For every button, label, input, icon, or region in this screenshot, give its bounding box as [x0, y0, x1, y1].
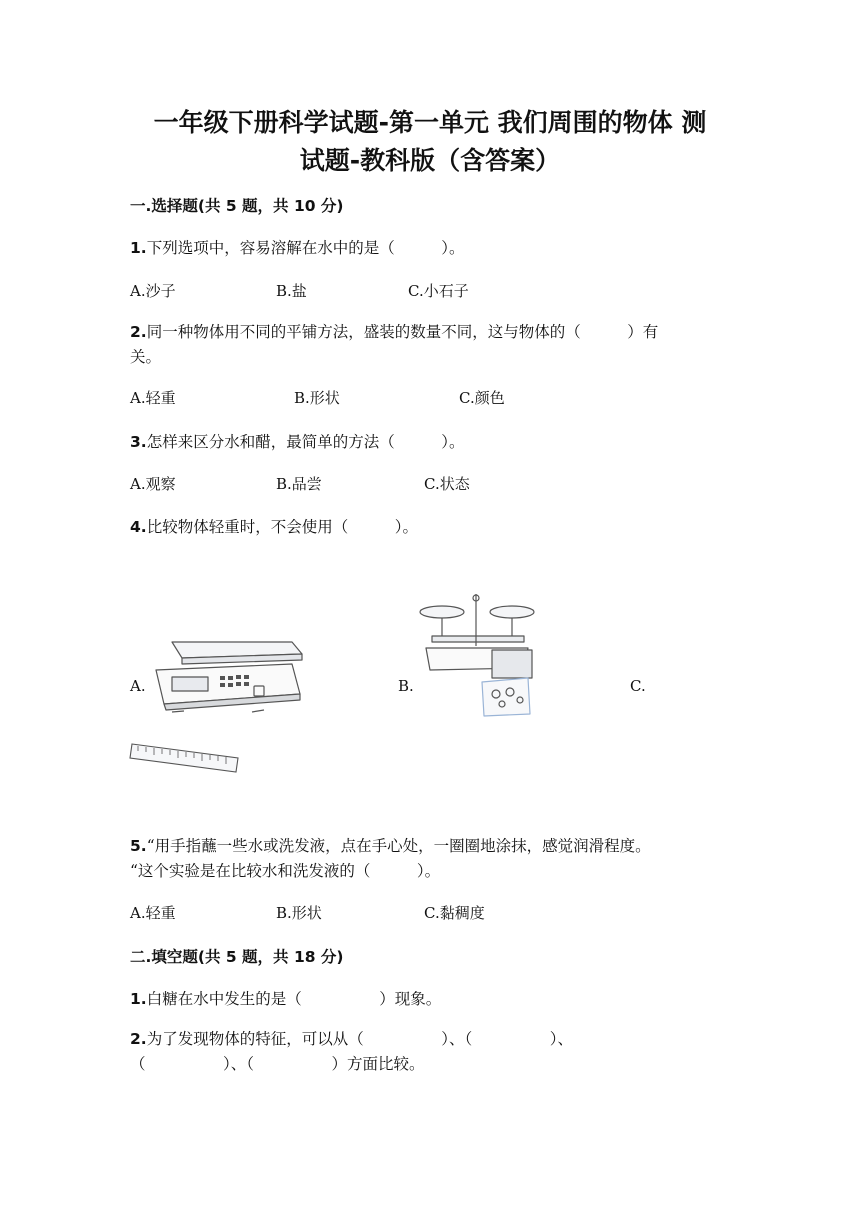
question-1: [130, 236, 464, 258]
question-text: 为了发现物体的特征，可以从（ ）、（ ）、: [146, 1030, 573, 1048]
question-number: 4.: [130, 518, 147, 536]
question-text: 怎样来区分水和醋，最简单的方法（ ）。: [146, 433, 465, 451]
question-text-cont: （ ）、（ ）方面比较。: [130, 1055, 425, 1073]
question-number: 2.: [130, 323, 147, 341]
q5-option-a: A.轻重: [130, 904, 176, 922]
section-2-header: 二.填空题(共 5 题，共 18 分): [130, 948, 344, 966]
q2-option-a: A.轻重: [130, 389, 176, 407]
q5-option-b: B.形状: [276, 904, 322, 922]
section-1-header: 一.选择题(共 5 题，共 10 分): [130, 197, 344, 215]
q4-option-b: B.: [398, 677, 414, 695]
question-2: [130, 320, 730, 370]
q2-option-c: C.颜色: [459, 389, 505, 407]
question-number: 1.: [130, 239, 147, 257]
question-number: 3.: [130, 433, 147, 451]
question-4: [130, 515, 418, 537]
page-title: [100, 104, 760, 180]
question-text: 比较物体轻重时，不会使用（ ）。: [146, 518, 418, 536]
fill-question-1: [130, 987, 441, 1009]
question-number: 1.: [130, 990, 147, 1008]
question-text: “用手指蘸一些水或洗发液，点在手心处，一圈圈地涂抹，感觉润滑程度。: [146, 837, 651, 855]
title-line-2: 试题-教科版（含答案）: [299, 146, 561, 175]
q1-option-b: B.盐: [276, 282, 307, 300]
title-line-1: 一年级下册科学试题-第一单元 我们周围的物体 测: [153, 108, 707, 137]
question-3: [130, 430, 464, 452]
question-number: 2.: [130, 1030, 147, 1048]
fill-question-2: [130, 1027, 750, 1077]
q5-option-c: C.黏稠度: [424, 904, 485, 922]
q1-option-c: C.小石子: [408, 282, 469, 300]
question-text: 白糖在水中发生的是（ ）现象。: [146, 990, 442, 1008]
balance-scale-image: [412, 590, 540, 718]
ruler-image: [128, 738, 242, 776]
question-5: [130, 834, 750, 884]
q2-option-b: B.形状: [294, 389, 340, 407]
q4-option-c: C.: [630, 677, 646, 695]
question-number: 5.: [130, 837, 147, 855]
q1-option-a: A.沙子: [130, 282, 176, 300]
question-text-cont: 关。: [130, 348, 162, 366]
q3-option-c: C.状态: [424, 475, 470, 493]
question-text: 下列选项中，容易溶解在水中的是（ ）。: [146, 239, 465, 257]
electronic-scale-image: [142, 632, 308, 716]
q3-option-b: B.品尝: [276, 475, 322, 493]
q4-option-a: A.: [130, 677, 146, 695]
q3-option-a: A.观察: [130, 475, 176, 493]
question-text-cont: “这个实验是在比较水和洗发液的（ ）。: [130, 862, 441, 880]
question-text: 同一种物体用不同的平铺方法，盛装的数量不同，这与物体的（ ）有: [146, 323, 659, 341]
